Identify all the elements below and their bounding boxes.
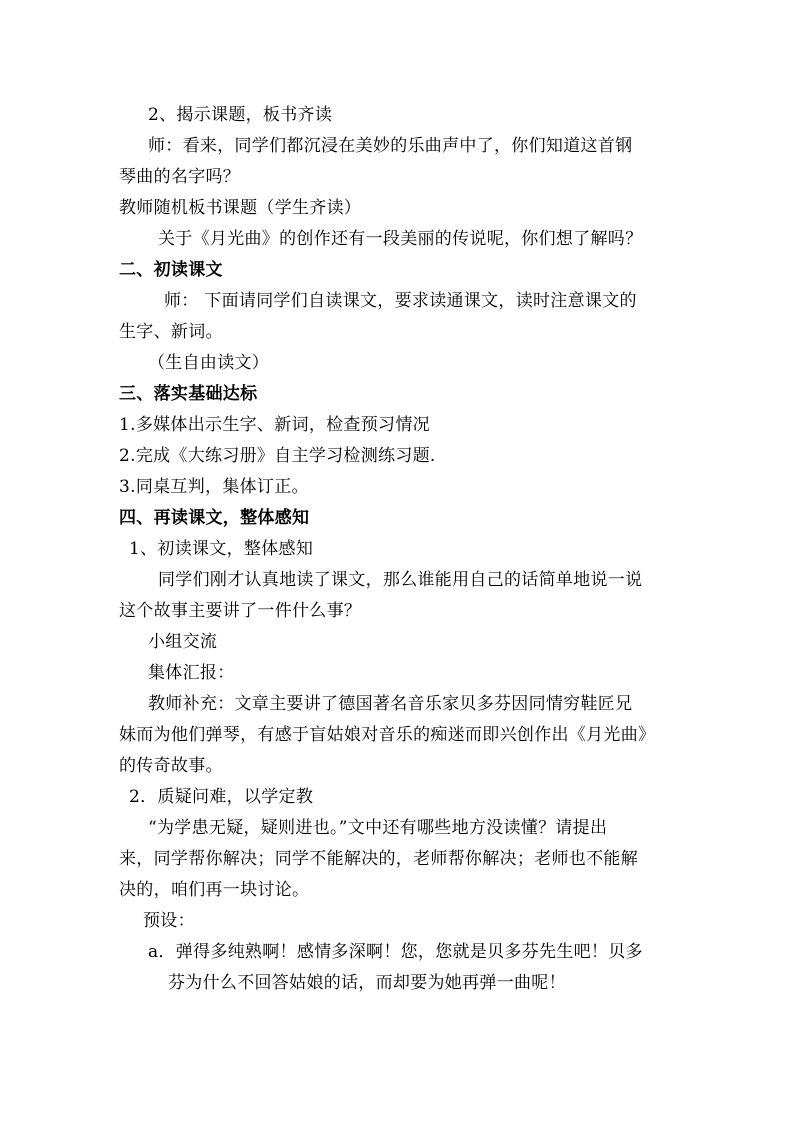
self-read-instruction-line-1: 师： 下面请同学们自读课文，要求读通课文，读时注意课文的 xyxy=(164,291,637,311)
basic-item-2: 2.完成《大练习册》自主学习检测练习题. xyxy=(119,446,436,466)
class-report-note: 集体汇报： xyxy=(148,663,235,683)
section-heading-4: 四、再读课文，整体感知 xyxy=(119,508,310,528)
teacher-supplement-line-1: 教师补充：文章主要讲了德国著名音乐家贝多芬因同情穷鞋匠兄 xyxy=(148,694,633,714)
basic-item-3: 3.同桌互判，集体订正。 xyxy=(119,477,309,497)
summary-question-line-2: 这个故事主要讲了一件什么事？ xyxy=(119,601,362,621)
section-heading-3: 三、落实基础达标 xyxy=(119,384,258,404)
teacher-question-line-1: 师：看来，同学们都沉浸在美妙的乐曲声中了，你们知道这首钢 xyxy=(148,136,633,156)
question-prompt-line-2: 来，同学帮你解决；同学不能解决的，老师帮你解决；老师也不能解 xyxy=(119,849,638,869)
group-discussion-note: 小组交流 xyxy=(148,632,218,652)
step-reveal-title: 2、揭示课题，板书齐读 xyxy=(148,105,333,125)
free-reading-note: （生自由读文） xyxy=(148,353,270,373)
question-prompt-line-1: “为学患无疑，疑则进也。”文中还有哪些地方没读懂？请提出 xyxy=(148,818,608,838)
summary-question-line-1: 同学们刚才认真地读了课文，那么谁能用自己的话简单地说一说 xyxy=(158,570,643,590)
preset-item-a-line-2: 芬为什么不回答姑娘的话，而却要为她再弹一曲呢！ xyxy=(168,973,566,993)
preset-label: 预设： xyxy=(143,911,195,931)
legend-intro-line: 关于《月光曲》的创作还有一段美丽的传说呢，你们想了解吗？ xyxy=(158,229,643,249)
question-prompt-line-3: 决的，咱们再一块讨论。 xyxy=(119,880,310,900)
board-title-note: 教师随机板书课题（学生齐读） xyxy=(119,198,362,218)
teacher-supplement-line-2: 妹而为他们弹琴，有感于盲姑娘对音乐的痴迷而即兴创作出《月光曲》 xyxy=(119,725,656,745)
teacher-question-line-2: 琴曲的名字吗？ xyxy=(119,167,241,187)
preset-item-a-line-1: a．弹得多纯熟啊！感情多深啊！您，您就是贝多芬先生吧！贝多 xyxy=(148,942,643,962)
basic-item-1: 1.多媒体出示生字、新词，检查预习情况 xyxy=(119,415,430,435)
self-read-instruction-line-2: 生字、新词。 xyxy=(119,322,223,342)
teacher-supplement-line-3: 的传奇故事。 xyxy=(119,756,223,776)
subsection-1-title: 1、初读课文，整体感知 xyxy=(129,539,314,559)
section-heading-2: 二、初读课文 xyxy=(119,260,223,280)
subsection-2-title: 2．质疑问难，以学定教 xyxy=(129,787,314,807)
